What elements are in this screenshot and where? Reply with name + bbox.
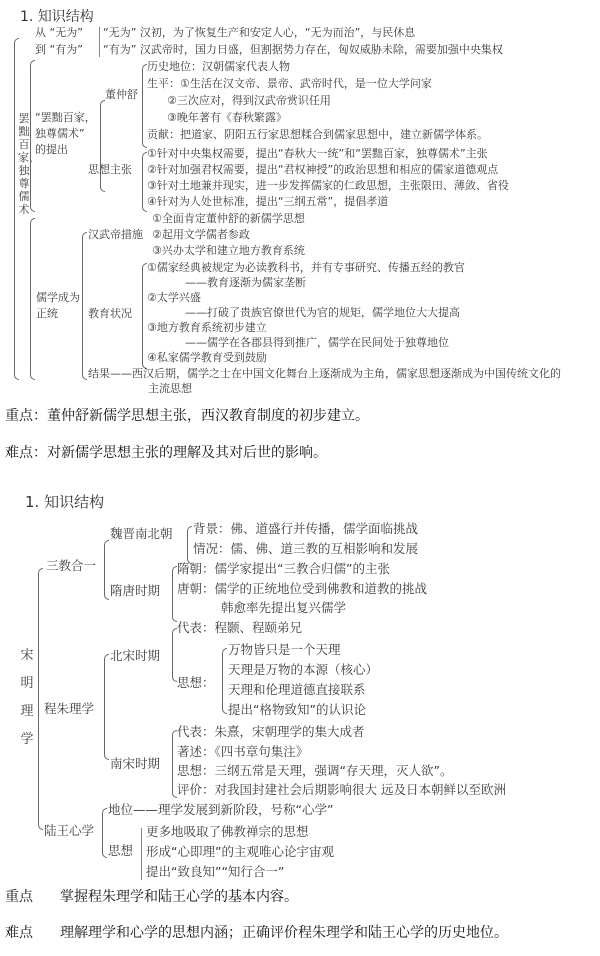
- weijin-label: 魏晋南北朝: [110, 526, 173, 541]
- wuwei-text: “无为” 汉初，为了恢复生产和安定人心，“无为而治”，与民休息: [103, 26, 416, 39]
- youwei-text: “有为” 汉武帝时，国力日盛，但割据势力存在，匈奴威胁未除，需要加强中央集权: [103, 43, 503, 56]
- dong-item: 生平：①生活在汉文帝、景帝、武帝时代，是一位大学问家: [147, 77, 432, 90]
- beisong-rep: 代表：程颢、程颐弟兄: [177, 620, 303, 635]
- proposal-label-2: 独尊儒术”: [35, 127, 85, 140]
- suitang-item: 隋朝：儒学家提出“三教合归儒”的主张: [177, 561, 390, 576]
- difficulty: 理解理学和心学的思想内涵；正确评价程朱理学和陆王心学的历史地位。: [60, 925, 508, 941]
- section-title: 1. 知识结构: [20, 9, 94, 25]
- weijin-item: 情况：儒、佛、道三教的互相影响和发展: [193, 541, 419, 556]
- beisong-thought-brace: [222, 648, 227, 714]
- thought-item: ②针对加强君权需要，提出“君权神授”的政治思想和相应的儒家道德观点: [147, 163, 499, 176]
- luwang-label: 陆王心学: [44, 823, 95, 838]
- nansong-item: 代表：朱熹，宋朝理学的集大成者: [177, 724, 365, 739]
- orthodox-label-1: 儒学成为: [36, 291, 80, 304]
- nansong-item: 评价：对我国封建社会后期影响很大 远及日本朝鲜以至欧洲: [177, 782, 506, 797]
- nansong-item: 著述：《四书章句集注》: [177, 744, 309, 759]
- thought-item: ③针对土地兼并现实，进一步发挥儒家的仁政思想，主张限田、薄敛、省役: [147, 179, 509, 192]
- to-youwei-label: 到 “有为”: [35, 43, 83, 56]
- dong-item: 贡献：把道家、阴阳五行家思想糅合到儒家思想中，建立新儒学体系。: [147, 128, 488, 141]
- education-item: ③地方教育系统初步建立: [147, 321, 267, 334]
- beisong-label: 北宋时期: [110, 648, 161, 663]
- difficulty-label: 难点: [5, 925, 33, 941]
- luwang-brace: [102, 808, 107, 858]
- beisong-thought: 天理是万物的本源（核心）: [228, 662, 379, 677]
- education-item: ①儒家经典被规定为必读教科书，并有专事研究、传播五经的教官: [147, 261, 465, 274]
- section-title: 1. 知识结构: [25, 493, 105, 511]
- suitang-item: 唐朝：儒学的正统地位受到佛教和道教的挑战: [177, 581, 428, 596]
- measures-label: 汉武帝措施: [88, 228, 143, 241]
- luwang-thought: 更多地吸取了佛教禅宗的思想: [146, 824, 309, 839]
- suitang-item: 韩愈率先提出复兴儒学: [221, 600, 347, 615]
- key-point: 重点：董仲舒新儒学思想主张，西汉教育制度的初步建立。: [5, 408, 369, 424]
- sanjiao-brace: [104, 540, 109, 600]
- thought-item: ①针对中央集权需要，提出“春秋大一统”和“罢黜百家，独尊儒术”主张: [147, 147, 488, 160]
- orthodox-sub-brace: [82, 232, 87, 380]
- dong-item: 历史地位：汉朝儒家代表人物: [147, 60, 290, 73]
- difficulty: 难点：对新儒学思想主张的理解及其对后世的影响。: [5, 445, 327, 461]
- beisong-thought: 万物皆只是一个天理: [228, 642, 341, 657]
- dong-label: 董仲舒: [105, 88, 138, 101]
- measure-item: ①全面肯定董仲舒的新儒学思想: [152, 212, 305, 225]
- weijin-brace: [187, 526, 192, 564]
- sanjiao-label: 三教合一: [46, 558, 97, 573]
- root-brace: [38, 568, 43, 830]
- thought-label: 思想主张: [88, 163, 132, 176]
- thought-item: ④针对为人处世标准，提出“三纲五常”，提倡孝道: [147, 195, 389, 208]
- chengzhu-label: 程朱理学: [44, 701, 95, 716]
- beisong-brace: [172, 628, 177, 682]
- suitang-label: 隋唐时期: [110, 583, 161, 598]
- beisong-thought: 提出“格物致知”的认识论: [228, 702, 366, 717]
- education-item: ②太学兴盛: [147, 291, 201, 304]
- luwang-thought: 形成“心即理”的主观唯心论宇宙观: [146, 844, 334, 859]
- dong-brace: [100, 100, 105, 192]
- key-point: 掌握程朱理学和陆王心学的基本内容。: [60, 889, 298, 905]
- luwang-status: 地位——理学发展到新阶段，号称“心学”: [108, 802, 334, 817]
- dong-item: ②三次应对，得到汉武帝赏识任用: [167, 94, 331, 107]
- from-wuwei-label: 从 “无为”: [35, 26, 83, 39]
- education-item: ——教育逐渐为儒家垄断: [185, 276, 306, 289]
- result-text: 结果——西汉后期，儒学之士在中国文化舞台上逐渐成为主角，儒家思想逐渐成为中国传统文化的: [88, 367, 561, 380]
- education-item: ④私家儒学教育受到鼓励: [147, 351, 267, 364]
- beisong-thought-label: 思想：: [177, 675, 215, 690]
- orthodox-label-2: 正统: [36, 307, 58, 320]
- luwang-thought: 提出“致良知”“知行合一”: [146, 864, 285, 879]
- chengzhu-brace: [104, 654, 109, 760]
- education-item: ——儒学在各郡县得到推广，儒学在民间处于独尊地位: [185, 336, 449, 349]
- root-label: 罢黜百家，独尊儒术: [18, 112, 40, 216]
- weijin-item: 背景：佛、道盛行并传播，儒学面临挑战: [193, 521, 419, 536]
- luwang-thought-divider: [141, 828, 142, 880]
- education-item: ——打破了贵族官僚世代为官的规矩，儒学地位大大提高: [185, 306, 460, 319]
- education-label: 教育状况: [88, 307, 132, 320]
- luwang-thought-label: 思想: [108, 843, 134, 858]
- root-label: 宋明理学: [20, 648, 34, 747]
- nansong-label: 南宋时期: [110, 756, 161, 771]
- measure-item: ③兴办太学和建立地方教育系统: [152, 244, 305, 257]
- key-label: 重点: [5, 889, 33, 905]
- divider: [99, 27, 100, 57]
- result-text-2: 主流思想: [148, 382, 192, 395]
- proposal-label-3: 的提出: [35, 143, 68, 156]
- measure-item: ②起用文学儒者参政: [152, 228, 250, 241]
- orthodox-brace: [30, 218, 35, 380]
- nansong-item: 思想：三纲五常是天理，强调“存天理，灭人欲”。: [177, 763, 453, 778]
- proposal-label-1: “罢黜百家，: [35, 111, 96, 124]
- beisong-thought: 天理和伦理道德直接联系: [228, 682, 366, 697]
- dong-item: ③晚年著有《春秋繁露》: [167, 111, 287, 124]
